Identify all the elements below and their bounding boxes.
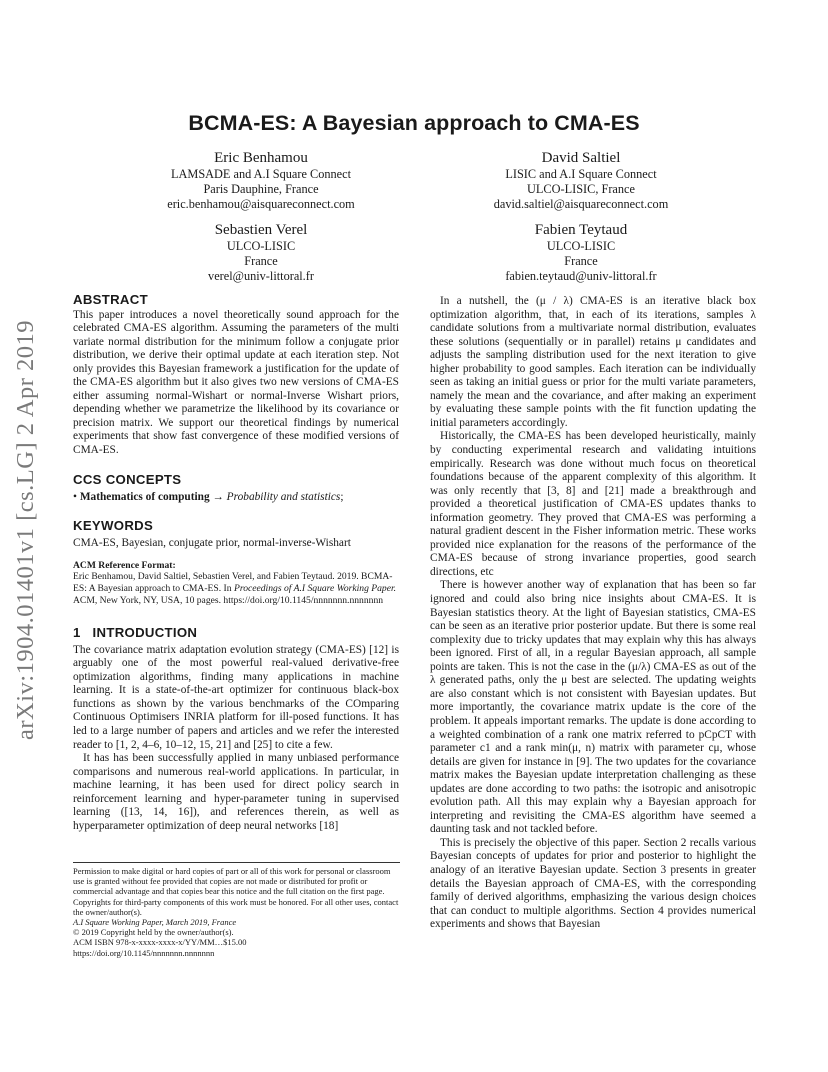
right-paragraph-4: This is precisely the objective of this paper. Section 2 recalls various Bayesian concepts of updates for prior and posterior to highlight the analogy of an iterative Bayesian update. Section 3 presents in greater details the Bayesian approach of CMA-ES, with the corresponding family of derived algorithms, emphasizing the various design choices that can conduct to multiple algorithms. Section 4 provides numerical experiments and shows that Bayesian [430, 836, 756, 931]
right-paragraph-2: Historically, the CMA-ES has been developed heuristically, mainly by conducting experimental research and validating intuitions empirically. Research was done without much focus on theoretical foundations because of the apparent complexity of this algorithm. It was only recently that [3, 8] and [21] made a breakthrough and provided a theoretical justification of CMA-ES updates thanks to information geometry. They proved that CMA-ES was performing a natural gradient descent in the Fisher information metric. These works provided nice explanation for the reasons of the performance of the CMA-ES because of strong invariance properties, good search directions, etc [430, 430, 756, 578]
author-name: David Saltiel [541, 150, 621, 166]
author-block-3 [100, 222, 422, 285]
right-paragraph-3: There is however another way of explanation that has been so far ignored and could also bring nice insights about CMA-ES. It is Bayesian statistics theory. At the light of Bayesian statistics, CMA-ES can be seen as an iterative prior posterior update. But there is some real complexity due to tricky updates that may explain why this has always been ignored. First of all, in a regular Bayesian approach, all sample points are taken. This is not the case in the (μ/λ) CMA-ES as out of the λ generated paths, only the μ best are selected. The updating weights are also constant which is not consistent with Bayesian updates. But more importantly, the covariance matrix update is the core of the problem. It appeals important remarks. The update is done according to a weighted combination of a rank one matrix referred to pCpCT with parameter c1 and a rank min(μ, n) matrix with parameter cμ, whose details are given for instance in [9]. The two updates for the covariance matrix makes the Bayesian update interpretation challenging as these updates are done according to two paths: the isotropic and anisotropic evolution path. All this may explain why a Bayesian approach for interpreting and revisiting the CMA-ES algorithm have seemed a daunting task and not tackled before. [430, 579, 756, 836]
author-name: Sebastien Verel [214, 222, 308, 238]
arxiv-side-label: arXiv:1904.01401v1 [cs.LG] 2 Apr 2019 [12, 320, 39, 740]
author-affiliation: LAMSADE and A.I Square Connect [171, 167, 351, 181]
abstract-text: This paper introduces a novel theoretically sound approach for the celebrated CMA-ES algorithm. Assuming the parameters of the multi variate normal distribution for the minimum follow a conjugate prior distribution, we derive their optimal update at each iteration step. Not only provides this Bayesian framework a justification for the update of the CMA-ES algorithm but it also gives two new versions of CMA-ES either assuming normal-Wishart or normal-Inverse Wishart priors, depending whether we parametrize the likelihood by its covariance or precision matrix. We support our theoretical findings by numerical experiments that show fast convergence of these modified versions of CMA-ES. [73, 308, 399, 457]
intro-paragraph-1: The covariance matrix adaptation evolution strategy (CMA-ES) [12] is arguably one of the most powerful real-valued derivative-free optimization algorithms, finding many applications in machine learning. It is a state-of-the-art optimizer for continuous black-box functions as shown by the various benchmarks of the COmparing Continuous Optimisers INRIA platform for ill-posed functions. It has led to a large number of papers and articles and we refer the interested reader to [1, 2, 4–6, 10–12, 15, 21] and [25] to cite a few. [73, 643, 399, 751]
intro-heading: 1 INTRODUCTION [73, 625, 198, 641]
paper-title: BCMA-ES: A Bayesian approach to CMA-ES [188, 111, 640, 135]
acm-reference-text: Eric Benhamou, David Saltiel, Sebastien Verel, and Fabien Teytaud. 2019. BCMA-ES: A Bayesian approach to CMA-ES. In Proceedings of A.I Square Working Paper. ACM, New York, NY, USA, 10 pages. https://doi.org/10.1145/nnnnnnn.nnnnnnn [73, 571, 397, 606]
left-column [73, 293, 399, 833]
author-name: Fabien Teytaud [534, 222, 628, 238]
author-affiliation: ULCO-LISIC [546, 239, 616, 253]
author-email: fabien.teytaud@univ-littoral.fr [505, 269, 657, 284]
author-block-4 [420, 222, 742, 285]
footnote [73, 866, 399, 958]
intro-paragraph-2: It has has been successfully applied in many unbiased performance comparisons and numerous real-world applications. In particular, in machine learning, it has been used for direct policy search in reinforcement learning and hyper-parameter tuning in supervised learning ([13, 14, 16]), and references therein, as well as hyperparameter optimization of deep neural networks [18] [73, 752, 399, 832]
author-email: david.saltiel@aisquareconnect.com [493, 197, 669, 212]
ccs-heading: CCS CONCEPTS [73, 471, 182, 487]
author-email: eric.benhamou@aisquareconnect.com [167, 197, 355, 212]
right-paragraph-1: In a nutshell, the (μ / λ) CMA-ES is an iterative black box optimization algorithm, that, in each of its iterations, samples λ candidate solutions from a multivariate normal distribution, evaluates these solutions (sequentially or in parallel) retains μ candidates and adjusts the sampling distribution used for the next iteration to give higher probability to good samples. Each iteration can be individually seen as taking an initial guess or prior for the multi variate parameters, namely the mean and the covariance, and after making an experiment by evaluating these sample points with the fit function updating the initial parameters accordingly. [430, 295, 756, 429]
author-affiliation: LISIC and A.I Square Connect [505, 167, 657, 181]
acm-reference [73, 560, 399, 606]
author-block-2 [420, 150, 742, 213]
isbn-text: ACM ISBN 978-x-xxxx-xxxx-x/YY/MM…$15.00 [73, 937, 247, 948]
author-email: verel@univ-littoral.fr [208, 269, 314, 284]
right-column [430, 295, 756, 932]
abstract-heading: ABSTRACT [73, 292, 148, 307]
author-affiliation: ULCO-LISIC [226, 239, 296, 253]
author-name: Eric Benhamou [214, 150, 308, 166]
author-location: France [244, 254, 278, 269]
copyright-text: © 2019 Copyright held by the owner/author(s). [73, 927, 234, 938]
acm-reference-heading: ACM Reference Format: [73, 559, 176, 571]
venue-text: A.I Square Working Paper, March 2019, France [73, 917, 237, 928]
doi-text: https://doi.org/10.1145/nnnnnnn.nnnnnnn [73, 947, 215, 958]
keywords-heading: KEYWORDS [73, 517, 154, 533]
ccs-concepts: • Mathematics of computing → Probability and statistics; [73, 491, 344, 504]
author-block-1 [100, 150, 422, 213]
author-location: Paris Dauphine, France [203, 182, 319, 197]
permission-text: Permission to make digital or hard copies of part or all of this work for personal or classroom use is granted without fee provided that copies are not made or distributed for profit or commercial advantage and that copies bear this notice and the full citation on the first page. Copyrights for third-party components of this work must be honored. For all other uses, contact the owner/author(s). [73, 866, 399, 917]
author-location: France [564, 254, 598, 269]
author-location: ULCO-LISIC, France [527, 182, 635, 197]
keywords-text: CMA-ES, Bayesian, conjugate prior, normal-inverse-Wishart [73, 537, 351, 550]
footnote-rule [73, 862, 400, 863]
